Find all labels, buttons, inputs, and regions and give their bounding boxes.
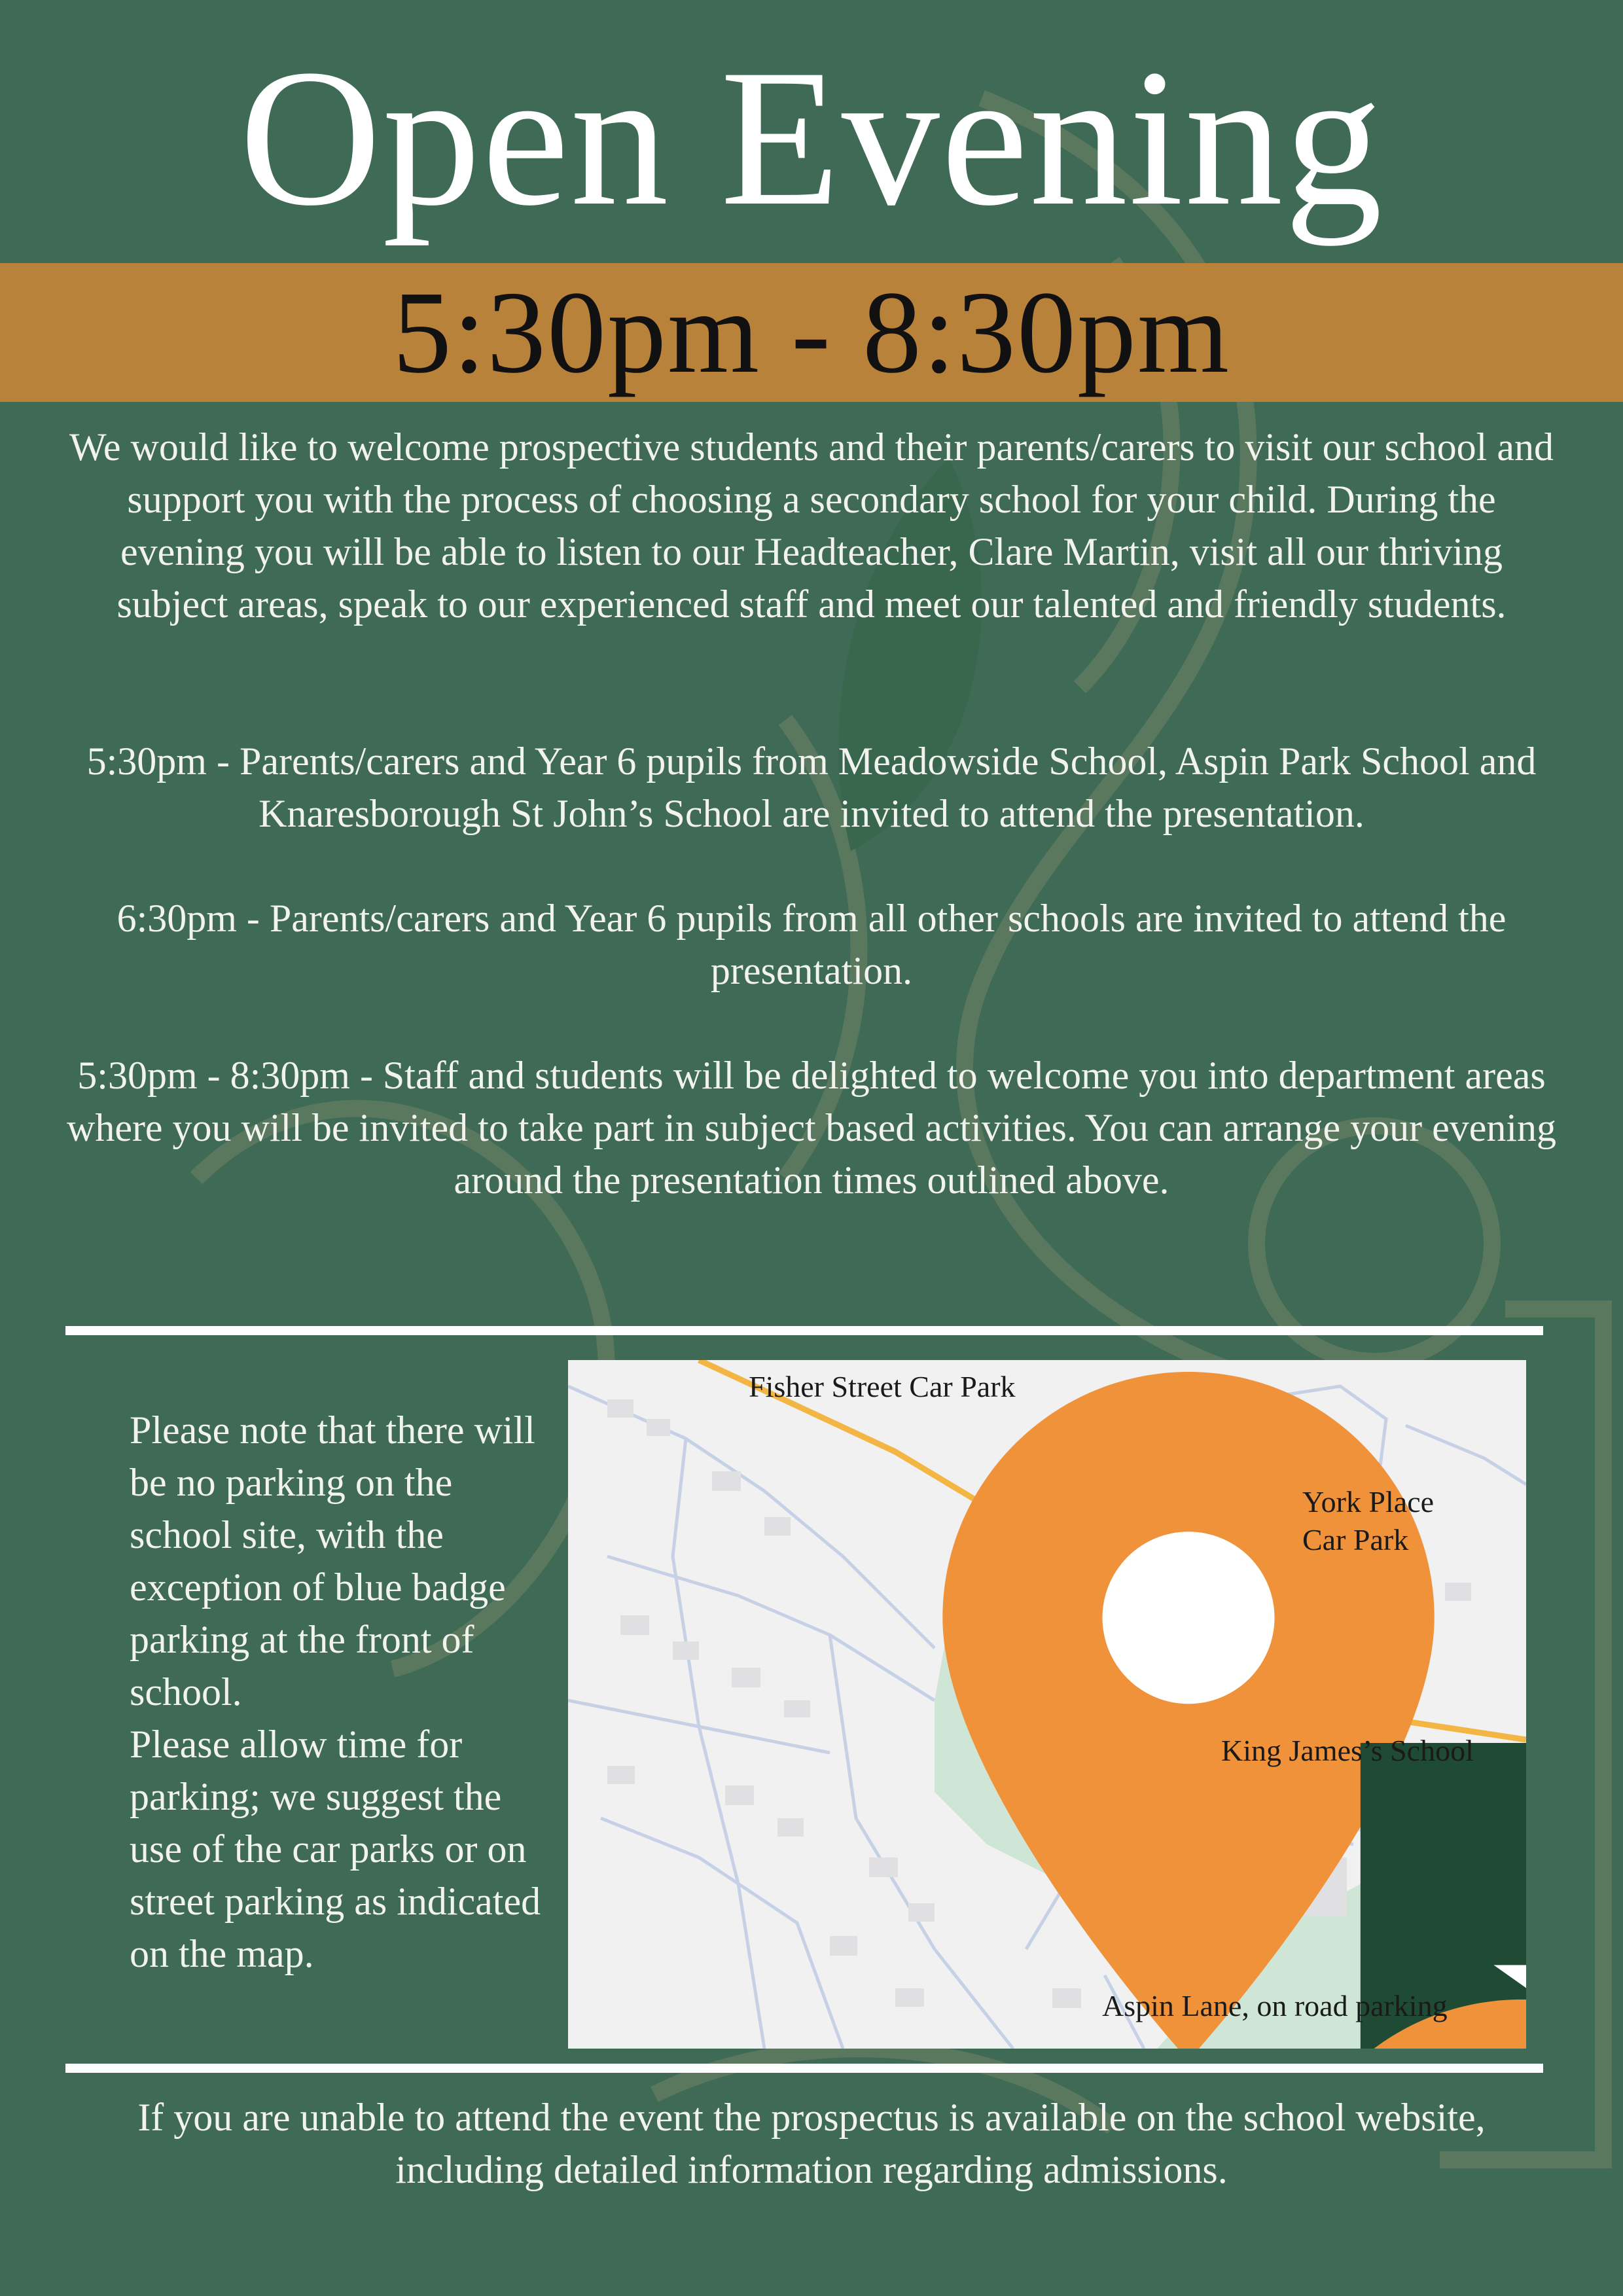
aspin-lane-label: Aspin Lane, on road parking (1102, 1989, 1448, 2022)
session-3-paragraph: 5:30pm - 8:30pm - Staff and students will be delighted to welcome you into department areas where you will be invited to take part in subject based activities. You can arrange your evening around the presentation times outlined above. (66, 1054, 1556, 1202)
parking-note: Please note that there will be no parking on the school site, with the exception of blue badge parking at the front of school. (130, 1408, 535, 1713)
parking-info (130, 1404, 548, 1980)
time-banner (0, 263, 1623, 402)
prospectus-note: If you are unable to attend the event the prospectus is available on the school website, including detailed information regarding admissions. (137, 2096, 1486, 2191)
event-time: 5:30pm - 8:30pm (393, 267, 1230, 397)
fisher-street-label: Fisher Street Car Park (749, 1370, 1016, 1403)
divider-bottom (65, 2064, 1543, 2073)
session-2-paragraph: 6:30pm - Parents/carers and Year 6 pupils from all other schools are invited to attend the presentation. (116, 897, 1507, 992)
school-label: King James’s School (1221, 1734, 1474, 1767)
divider-top (65, 1326, 1543, 1335)
session-1-paragraph: 5:30pm - Parents/carers and Year 6 pupils from Meadowside School, Aspin Park School and Knaresborough St John’s School are invited to attend the presentation. (86, 740, 1537, 835)
location-map[interactable] (568, 1360, 1526, 2049)
york-place-label-line2: Car Park (1302, 1523, 1409, 1556)
york-place-label-line1: York Place (1302, 1485, 1435, 1518)
welcome-paragraph: We would like to welcome prospective students and their parents/carers to visit our school and support you with the process of choosing a secondary school for your child. During the evening you will be able to listen to our Headteacher, Clare Martin, visit all our thriving subject areas, speak to our experienced staff and meet our talented and friendly students. (69, 425, 1554, 626)
parking-suggestion: Please allow time for parking; we suggest the use of the car parks or on street parking as indicated on the map. (130, 1723, 541, 1975)
page-title: Open Evening (239, 29, 1384, 246)
york-place-label (1302, 1483, 1434, 1559)
